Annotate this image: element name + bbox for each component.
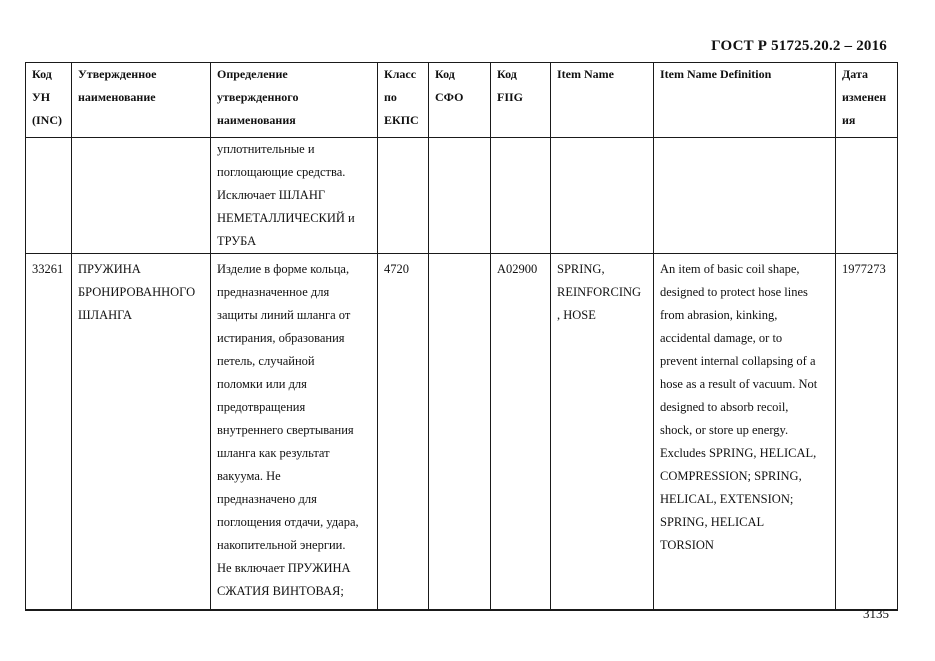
header-item-name-definition: Item Name Definition [654, 63, 836, 138]
cell-inc: 33261 [26, 254, 72, 610]
cell-fiig-code: A02900 [491, 254, 551, 610]
header-class-ekps: Класс по ЕКПС [378, 63, 429, 138]
cell-inc [26, 138, 72, 254]
header-approved-name: Утвержденное наименование [72, 63, 211, 138]
header-fiig-code: Код FIIG [491, 63, 551, 138]
header-row [26, 63, 898, 138]
document-title: ГОСТ Р 51725.20.2 – 2016 [711, 38, 887, 54]
table-row [26, 254, 898, 610]
header-change-date: Дата изменен ия [836, 63, 898, 138]
catalog-table [25, 62, 898, 611]
header-sfo-code: Код СФО [429, 63, 491, 138]
header-definition: Определение утвержденного наименования [211, 63, 378, 138]
cell-approved-name: ПРУЖИНА БРОНИРОВАННОГО ШЛАНГА [72, 254, 211, 610]
cell-item-name-definition: An item of basic coil shape, designed to protect hose lines from abrasion, kinking, accidental damage, or to prevent internal collapsing of a hose as a result of vacuum. Not designed to absorb recoil, shock, or store up energy. Excludes SPRING, HELICAL, COMPRESSION; SPRING, HELICAL, EXTENSION; SPRING, HELICAL TORSION [654, 254, 836, 610]
cell-class-ekps [378, 138, 429, 254]
header-item-name: Item Name [551, 63, 654, 138]
cell-item-name: SPRING, REINFORCING , HOSE [551, 254, 654, 610]
cell-approved-name [72, 138, 211, 254]
cell-item-name-definition [654, 138, 836, 254]
page-number: 3135 [863, 606, 889, 621]
table-row [26, 138, 898, 254]
cell-fiig-code [491, 138, 551, 254]
cell-change-date: 1977273 [836, 254, 898, 610]
cell-definition: уплотнительные и поглощающие средства. Исключает ШЛАНГ НЕМЕТАЛЛИЧЕСКИЙ и ТРУБА [211, 138, 378, 254]
cell-item-name [551, 138, 654, 254]
header-inc: Код УН (INC) [26, 63, 72, 138]
cell-change-date [836, 138, 898, 254]
cell-class-ekps: 4720 [378, 254, 429, 610]
cell-sfo-code [429, 254, 491, 610]
cell-definition: Изделие в форме кольца, предназначенное для защиты линий шланга от истирания, образования петель, случайной поломки или для предотвращения внутреннего свертывания шланга как результат вакуума. Не предназначено для поглощения отдачи, удара, накопительной энергии. Не включает ПРУЖИНА СЖАТИЯ ВИНТОВАЯ; [211, 254, 378, 610]
cell-sfo-code [429, 138, 491, 254]
